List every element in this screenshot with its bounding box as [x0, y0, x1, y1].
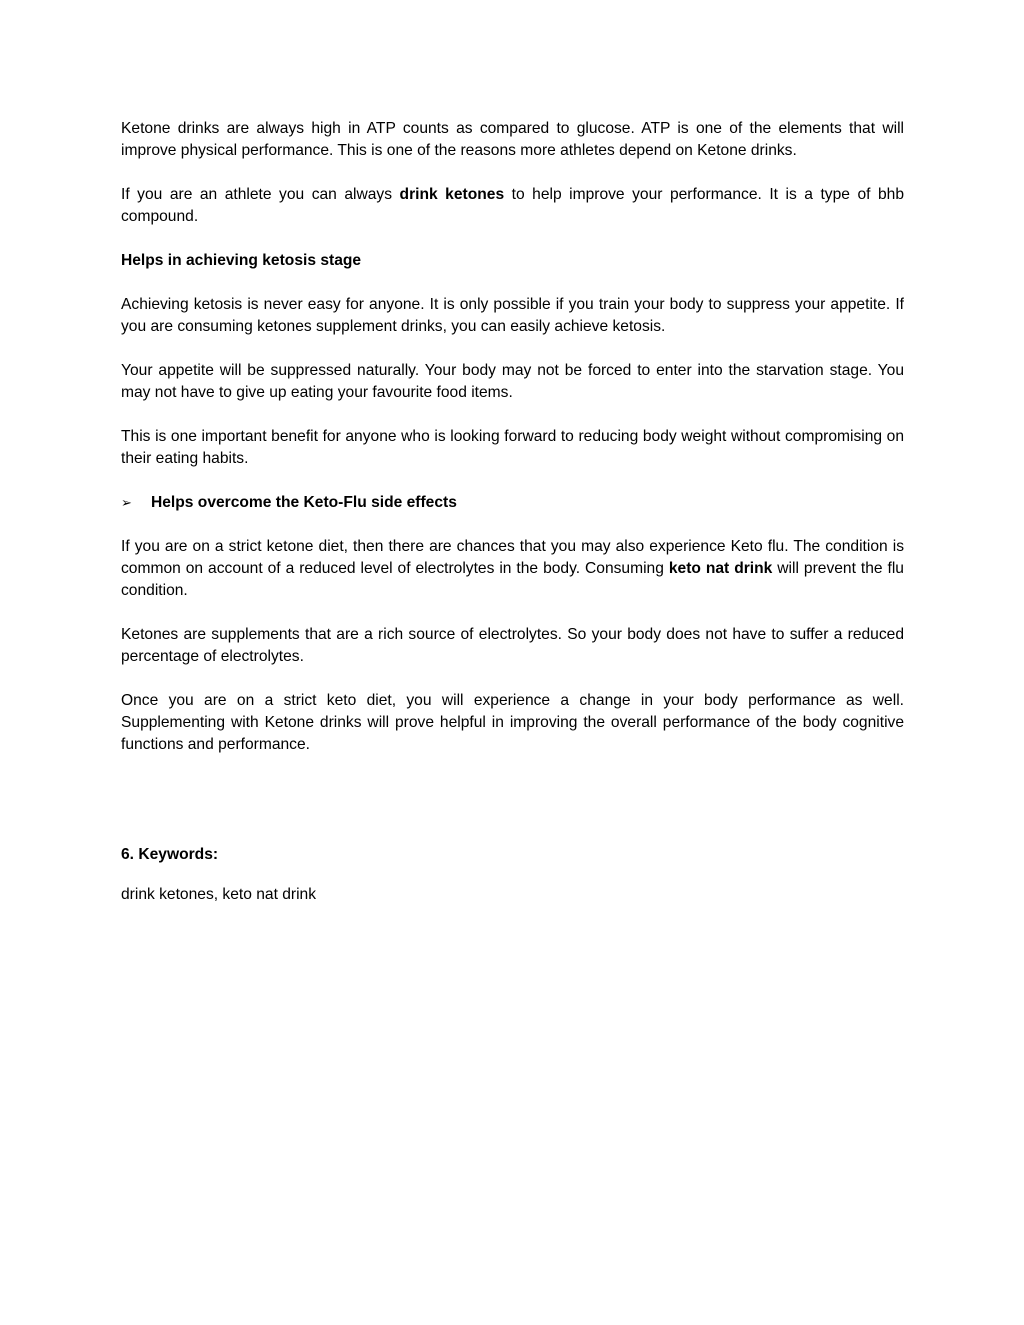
paragraph-electrolytes: Ketones are supplements that are a rich source of electrolytes. So your body does not have to suffer a reduced percentage of electrolytes. — [121, 626, 904, 665]
section-spacer — [121, 778, 904, 844]
arrow-bullet-icon: ➢ — [121, 495, 132, 510]
paragraph-benefit: This is one important benefit for anyone who is looking forward to reducing body weight without compromising on their eating habits. — [121, 428, 904, 467]
heading-keto-flu — [121, 492, 904, 514]
heading-ketosis: Helps in achieving ketosis stage — [121, 252, 362, 269]
paragraph-keto-flu — [121, 536, 904, 602]
document-page — [121, 118, 904, 906]
paragraph-performance: Once you are on a strict keto diet, you will experience a change in your body performance as well. Supplementing with Ketone drinks will prove helpful in improving the overall performance of the body cognitive functions and performance. — [121, 692, 904, 753]
keywords-heading: 6. Keywords: — [121, 846, 219, 863]
paragraph-athlete-text-2: to help improve your performance. It is a type of bhb compound. — [121, 186, 904, 225]
paragraph-athlete — [121, 184, 904, 228]
paragraph-atp: Ketone drinks are always high in ATP counts as compared to glucose. ATP is one of the elements that will improve physical performance. This is one of the reasons more athletes depend on Ketone drinks. — [121, 120, 904, 159]
drink-ketones-term: drink ketones — [399, 186, 505, 203]
paragraph-keto-flu-text-2: will prevent the flu condition. — [121, 560, 904, 599]
paragraph-ketosis: Achieving ketosis is never easy for anyone. It is only possible if you train your body to suppress your appetite. If you are consuming ketones supplement drinks, you can easily achieve ketosis. — [121, 296, 904, 335]
paragraph-keto-flu-text-1: If you are on a strict ketone diet, then there are chances that you may also experience Keto flu. The condition is common on account of a reduced level of electrolytes in the body. Consuming — [121, 538, 904, 577]
heading-keto-flu-text: Helps overcome the Keto-Flu side effects — [151, 494, 457, 511]
keywords-list: drink ketones, keto nat drink — [121, 886, 317, 903]
keto-nat-drink-term: keto nat drink — [668, 560, 773, 577]
paragraph-athlete-text-1: If you are an athlete you can always — [121, 186, 400, 203]
paragraph-appetite: Your appetite will be suppressed naturally. Your body may not be forced to enter into the starvation stage. You may not have to give up eating your favourite food items. — [121, 362, 904, 401]
